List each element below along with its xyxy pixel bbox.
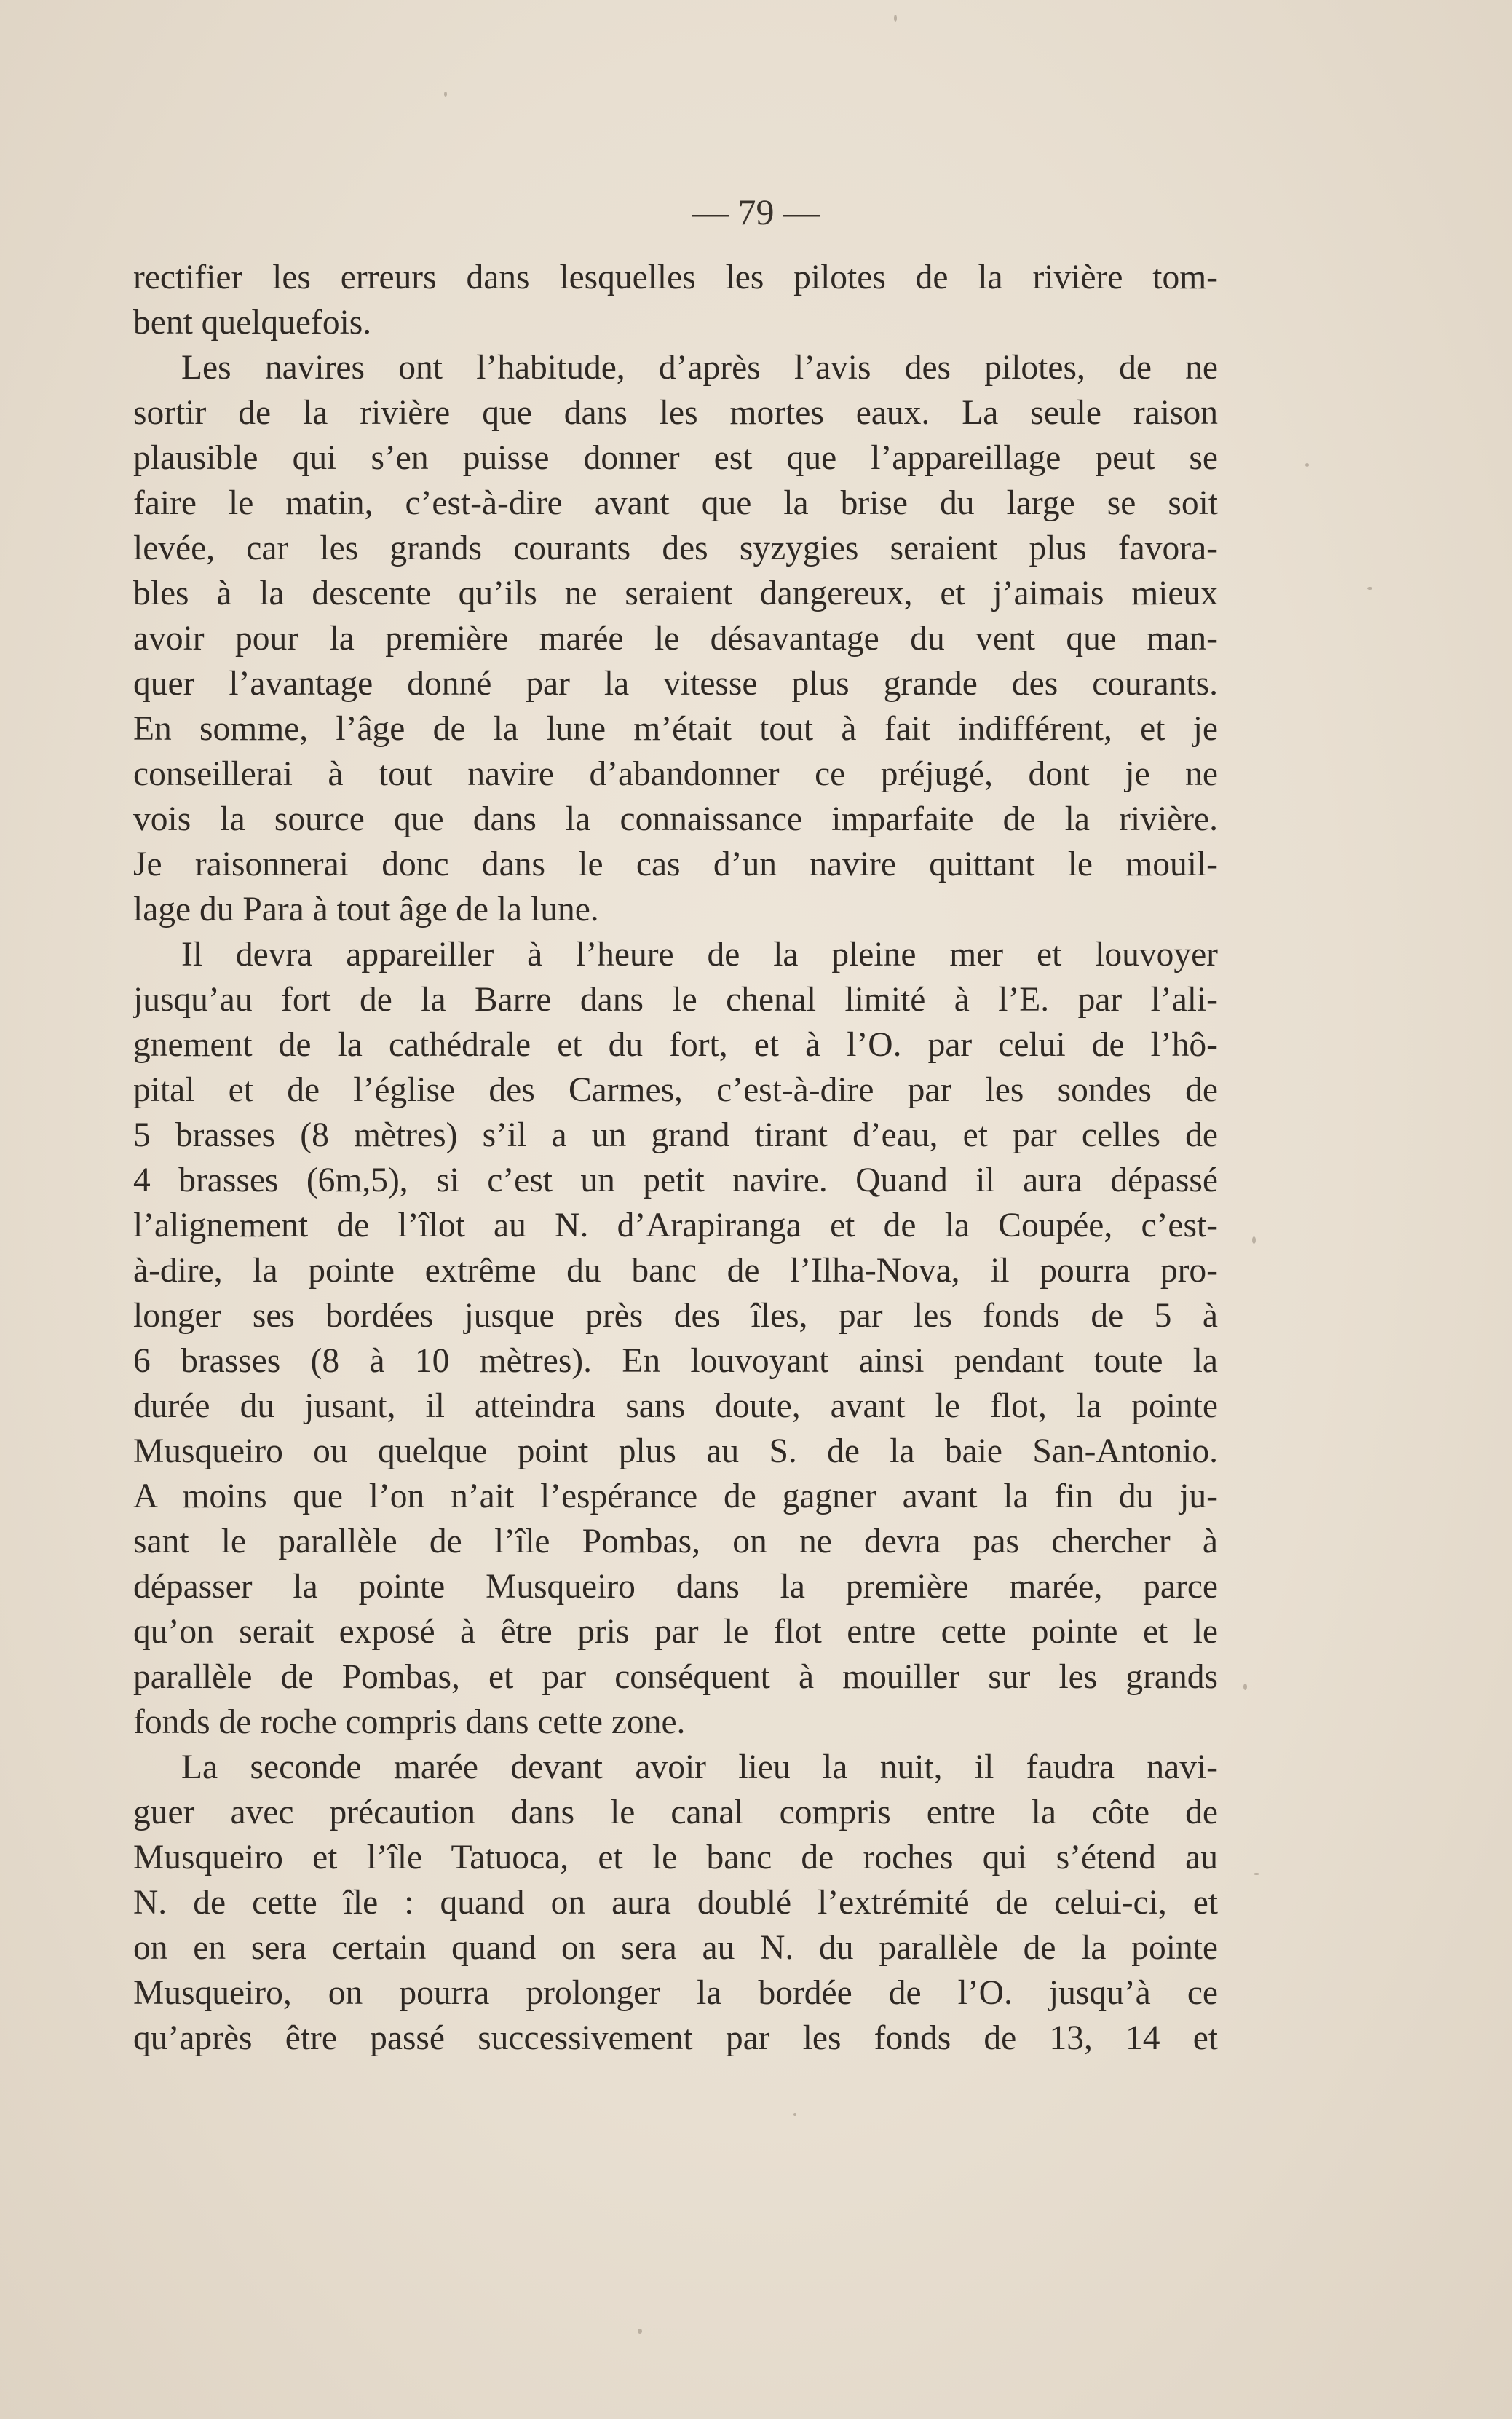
- text-line: 6 brasses (8 à 10 mètres). En louvoyant ainsi pendant toute la: [133, 1342, 1218, 1380]
- text-line: lage du Para à tout âge de la lune.: [133, 891, 599, 928]
- paper-speck: [1305, 463, 1309, 467]
- text-line: faire le matin, c’est-à-dire avant que la brise du large se soit: [133, 484, 1218, 522]
- text-line: guer avec précaution dans le canal compris entre la côte de: [133, 1793, 1218, 1831]
- text-line: plausible qui s’en puisse donner est que l’appareillage peut se: [133, 439, 1218, 477]
- paper-speck: [793, 2113, 796, 2116]
- text-line: levée, car les grands courants des syzygies seraient plus favora-: [133, 529, 1218, 567]
- text-line: rectifier les erreurs dans lesquelles les pilotes de la rivière tom-: [133, 259, 1218, 296]
- text-line: vois la source que dans la connaissance imparfaite de la rivière.: [133, 800, 1218, 838]
- text-line: qu’après être passé successivement par les fonds de 13, 14 et: [133, 2019, 1218, 2057]
- text-line: A moins que l’on n’ait l’espérance de gagner avant la fin du ju-: [133, 1477, 1218, 1515]
- text-line: sortir de la rivière que dans les mortes eaux. La seule raison: [133, 394, 1218, 432]
- paper-speck: [1367, 587, 1372, 590]
- paper-speck: [444, 92, 447, 97]
- page-number: — 79 —: [692, 192, 820, 232]
- text-line: fonds de roche compris dans cette zone.: [133, 1703, 686, 1741]
- text-line: bles à la descente qu’ils ne seraient dangereux, et j’aimais mieux: [133, 575, 1218, 612]
- text-line: 5 brasses (8 mètres) s’il a un grand tirant d’eau, et par celles de: [133, 1116, 1218, 1154]
- paper-speck: [894, 15, 897, 22]
- text-line: La seconde marée devant avoir lieu la nuit, il faudra navi-: [181, 1748, 1218, 1786]
- text-line: Je raisonnerai donc dans le cas d’un navire quittant le mouil-: [133, 845, 1218, 883]
- text-line: parallèle de Pombas, et par conséquent à mouiller sur les grands: [133, 1658, 1218, 1696]
- text-line: Musqueiro et l’île Tatuoca, et le banc de roches qui s’étend au: [133, 1839, 1218, 1877]
- text-line: gnement de la cathédrale et du fort, et à l’O. par celui de l’hô-: [133, 1026, 1218, 1064]
- text-line: avoir pour la première marée le désavantage du vent que man-: [133, 620, 1218, 658]
- text-line: qu’on serait exposé à être pris par le flot entre cette pointe et le: [133, 1613, 1218, 1651]
- text-line: pital et de l’église des Carmes, c’est-à-dire par les sondes de: [133, 1071, 1218, 1109]
- text-line: Musqueiro, on pourra prolonger la bordée de l’O. jusqu’à ce: [133, 1974, 1218, 2012]
- text-line: longer ses bordées jusque près des îles, par les fonds de 5 à: [133, 1297, 1218, 1335]
- text-line: à-dire, la pointe extrême du banc de l’Ilha-Nova, il pourra pro-: [133, 1252, 1218, 1290]
- text-line: durée du jusant, il atteindra sans doute, avant le flot, la pointe: [133, 1387, 1218, 1425]
- text-line: Musqueiro ou quelque point plus au S. de la baie San-Antonio.: [133, 1432, 1218, 1470]
- text-line: sant le parallèle de l’île Pombas, on ne devra pas chercher à: [133, 1523, 1218, 1560]
- text-line: N. de cette île : quand on aura doublé l’extrémité de celui-ci, et: [133, 1884, 1218, 1922]
- text-line: quer l’avantage donné par la vitesse plus grande des courants.: [133, 665, 1218, 703]
- text-line: on en sera certain quand on sera au N. du parallèle de la pointe: [133, 1929, 1218, 1967]
- body-text: [133, 255, 1218, 2061]
- text-line: En somme, l’âge de la lune m’était tout à fait indifférent, et je: [133, 710, 1218, 748]
- paper-speck: [1243, 1684, 1247, 1690]
- text-line: bent quelquefois.: [133, 304, 372, 342]
- paper-speck: [1252, 1236, 1256, 1244]
- text-line: dépasser la pointe Musqueiro dans la première marée, parce: [133, 1568, 1218, 1606]
- text-line: 4 brasses (6m,5), si c’est un petit navire. Quand il aura dépassé: [133, 1161, 1218, 1199]
- paper-speck: [1254, 1873, 1259, 1875]
- text-line: l’alignement de l’îlot au N. d’Arapiranga et de la Coupée, c’est-: [133, 1207, 1218, 1244]
- text-line: Les navires ont l’habitude, d’après l’avis des pilotes, de ne: [181, 349, 1218, 387]
- paper-speck: [638, 2329, 642, 2334]
- text-line: Il devra appareiller à l’heure de la pleine mer et louvoyer: [181, 936, 1218, 974]
- text-line: jusqu’au fort de la Barre dans le chenal limité à l’E. par l’ali-: [133, 981, 1218, 1019]
- text-line: conseillerai à tout navire d’abandonner ce préjugé, dont je ne: [133, 755, 1218, 793]
